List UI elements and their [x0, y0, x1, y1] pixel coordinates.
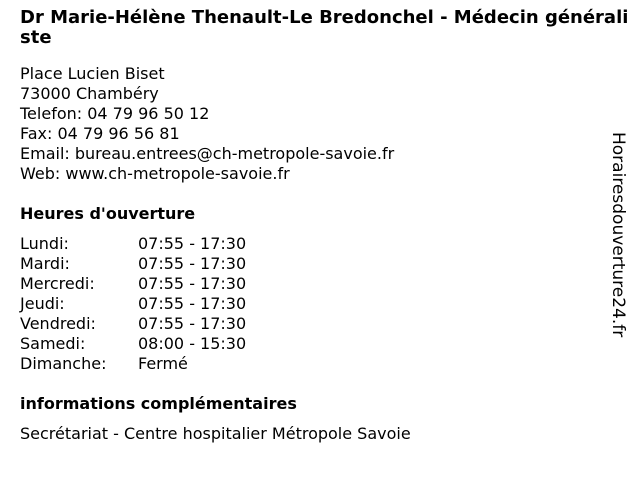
hours-time-value: 07:55 - 17:30 — [138, 314, 247, 333]
address-city: 73000 Chambéry — [20, 84, 159, 103]
hours-time-value: Fermé — [138, 354, 188, 373]
hours-time-value: 07:55 - 17:30 — [138, 234, 247, 253]
hours-time-value: 07:55 - 17:30 — [138, 274, 247, 293]
hours-time-value: 08:00 - 15:30 — [138, 334, 247, 353]
hours-day-label: Jeudi: — [20, 294, 65, 313]
hours-day-label: Mardi: — [20, 254, 70, 273]
address-street: Place Lucien Biset — [20, 64, 165, 83]
watermark — [602, 132, 638, 344]
page-title: Dr Marie-Hélène Thenault-Le Bredonchel - Médecin généraliste — [20, 7, 629, 48]
hours-time-value: 07:55 - 17:30 — [138, 254, 247, 273]
hours-day-label: Lundi: — [20, 234, 69, 253]
additional-info-text: Secrétariat - Centre hospitalier Métropole Savoie — [20, 424, 411, 443]
additional-info-heading: informations complémentaires — [20, 394, 297, 413]
hours-day-label: Dimanche: — [20, 354, 107, 373]
web-line: Web: www.ch-metropole-savoie.fr — [20, 164, 290, 183]
fax-line: Fax: 04 79 96 56 81 — [20, 124, 180, 143]
phone-line: Telefon: 04 79 96 50 12 — [20, 104, 210, 123]
hours-day-label: Vendredi: — [20, 314, 96, 333]
hours-day-label: Samedi: — [20, 334, 86, 353]
hours-time-value: 07:55 - 17:30 — [138, 294, 247, 313]
watermark-text: Horairesdouverture24.fr — [608, 132, 628, 338]
opening-hours-heading: Heures d'ouverture — [20, 204, 196, 223]
hours-day-label: Mercredi: — [20, 274, 95, 293]
email-line: Email: bureau.entrees@ch-metropole-savoie.fr — [20, 144, 395, 163]
